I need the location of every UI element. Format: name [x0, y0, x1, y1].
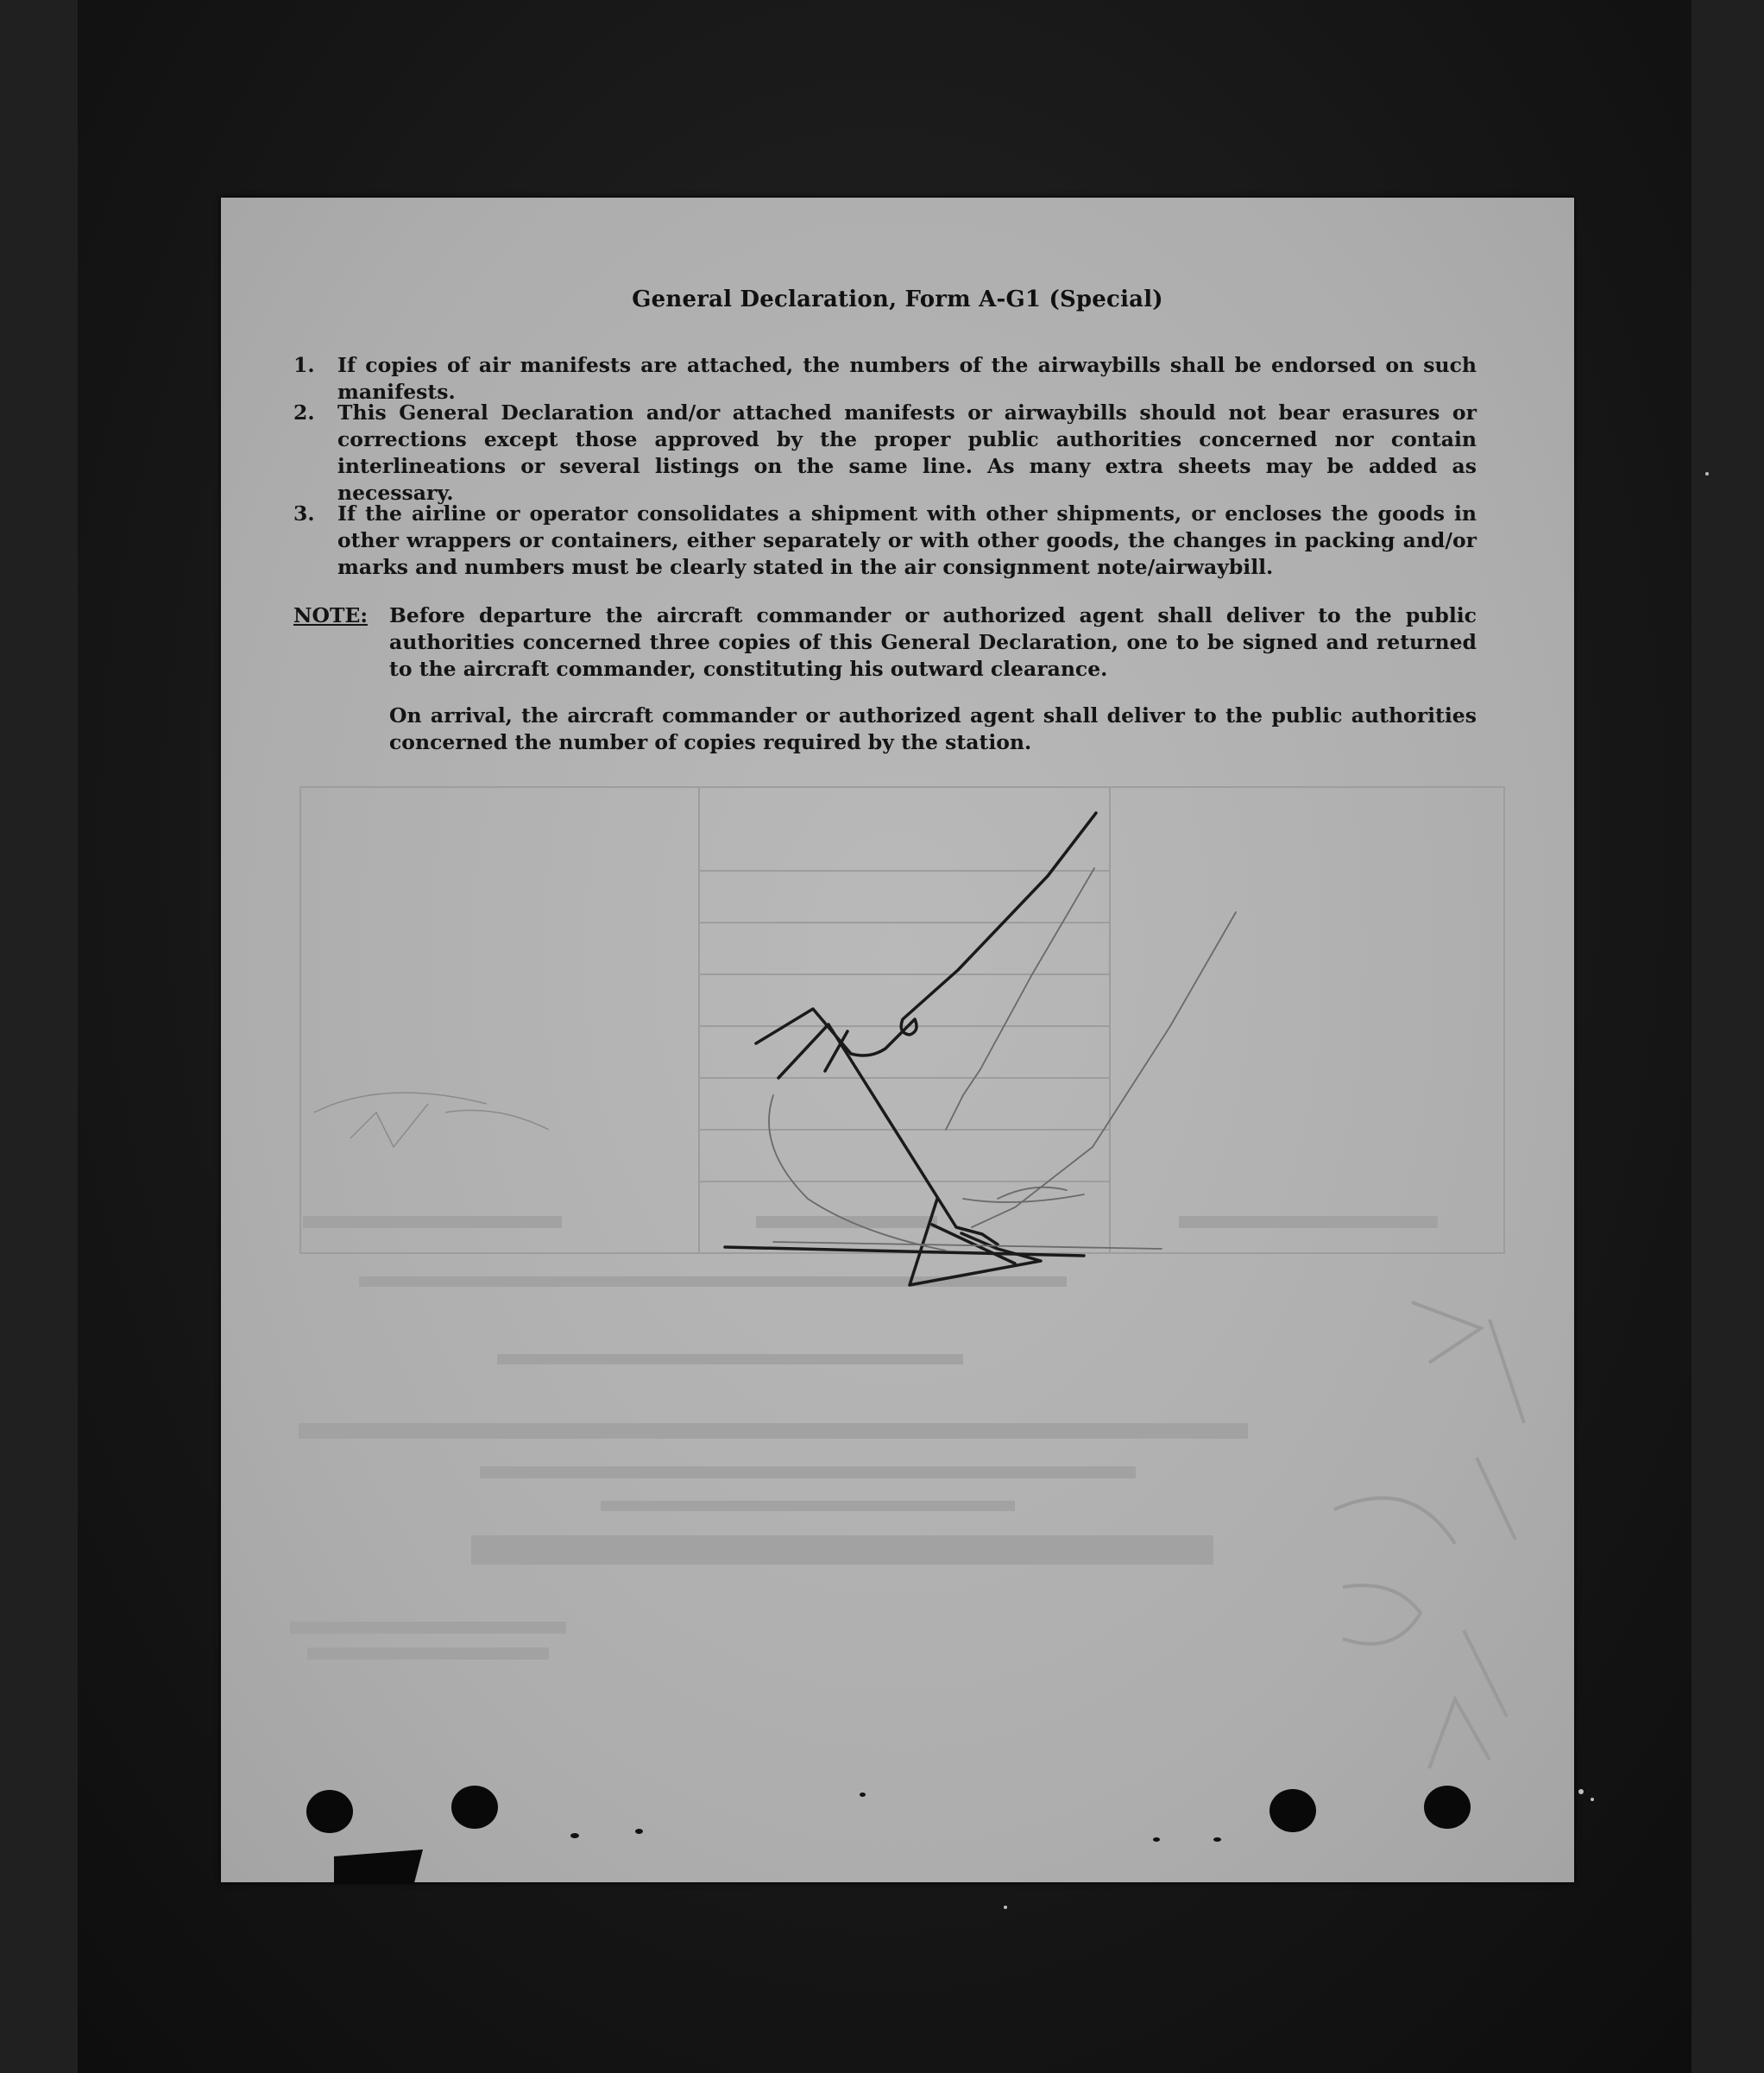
item-number: 1.	[293, 353, 315, 377]
note-label: NOTE:	[293, 603, 369, 627]
item-number: 2.	[293, 400, 315, 425]
item-text: This General Declaration and/or attached manifests or airwaybills should not bear erasures or corrections except those approved by the proper public authorities concerned nor contain interlineations or several listings on the same line. As many extra sheets may be added as necessary.	[337, 400, 1477, 505]
note-paragraph-2: On arrival, the aircraft commander or authorized agent shall deliver to the public authorities concerned the number of copies required by the station.	[389, 703, 1477, 754]
item-text: If the airline or operator consolidates a shipment with other shipments, or encloses the goods in other wrappers or containers, either separately or with other goods, the changes in packing and/or marks and numbers must be clearly stated in the air consignment note/airwaybill.	[337, 501, 1477, 579]
form-title: General Declaration, Form A-G1 (Special)	[632, 287, 1163, 312]
item-number: 3.	[293, 501, 315, 526]
note-paragraph-1: Before departure the aircraft commander or authorized agent shall deliver to the public authorities concerned three copies of this General Declaration, one to be signed and returned to the aircraft commander, constituting his outward clearance.	[389, 603, 1477, 681]
item-text: If copies of air manifests are attached, the numbers of the airwaybills shall be endorsed on such manifests.	[337, 353, 1477, 404]
